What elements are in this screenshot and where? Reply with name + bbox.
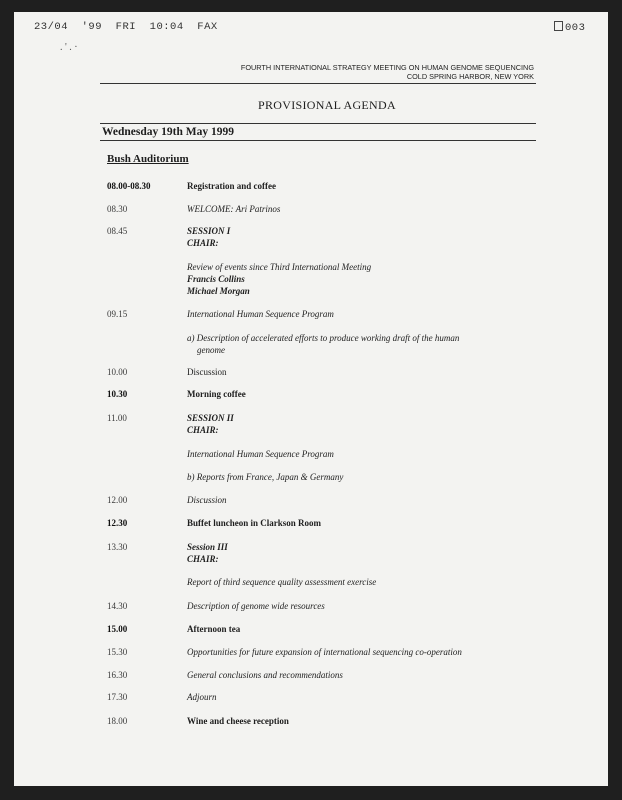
fax-day: FRI [115,21,137,33]
session-chair: CHAIR: [187,238,219,248]
agenda-time: 08.45 [107,226,128,236]
agenda-time: 14.30 [107,601,128,611]
speaker: Michael Morgan [187,286,250,296]
agenda-topic: Report of third sequence quality assessment exercise [187,577,377,587]
agenda-topic: International Human Sequence Program [187,309,334,319]
header-rule [100,83,536,84]
agenda-topic: Review of events since Third International Meeting [187,262,372,272]
venue: Bush Auditorium [107,153,189,165]
agenda-time: 15.00 [107,624,128,634]
session-title: Session III [187,542,228,552]
date-rule-top [100,123,536,124]
fax-time: 10:04 [149,21,184,33]
agenda-item: WELCOME: Ari Patrinos [187,204,281,214]
meeting-location: COLD SPRING HARBOR, NEW YORK [406,72,534,81]
agenda-time: 12.00 [107,495,128,505]
agenda-time: 15.30 [107,647,128,657]
fax-page-number [554,21,585,34]
fax-page-label: 003 [565,22,586,34]
agenda-item: Description of genome wide resources [187,601,325,611]
fax-date: 23/04 [34,21,69,33]
agenda-subitem: a) Description of accelerated efforts to produce working draft of the human [187,333,460,343]
agenda-time: 10.00 [107,367,128,377]
agenda-item: Morning coffee [187,389,246,399]
agenda-topic: International Human Sequence Program [187,449,334,459]
agenda-item: Discussion [187,367,227,377]
agenda-time: 09.15 [107,309,128,319]
agenda-time: 08.00-08.30 [107,181,151,191]
agenda-subitem: b) Reports from France, Japan & Germany [187,472,344,482]
agenda-item: Registration and coffee [187,181,276,191]
agenda-subitem-cont: genome [197,345,225,355]
fax-header [34,21,218,33]
agenda-item: Adjourn [187,692,217,702]
agenda-time: 08.30 [107,204,128,214]
page-title: PROVISIONAL AGENDA [258,98,396,112]
agenda-time: 13.30 [107,542,128,552]
agenda-item: General conclusions and recommendations [187,670,343,680]
agenda-item: Wine and cheese reception [187,716,289,726]
agenda-time: 10.30 [107,389,128,399]
agenda-time: 12.30 [107,518,128,528]
agenda-item: Afternoon tea [187,624,241,634]
fax-year: '99 [81,21,103,33]
speaker: Francis Collins [187,274,245,284]
session-title: SESSION I [187,226,231,236]
session-title: SESSION II [187,413,234,423]
agenda-item: Opportunities for future expansion of international sequencing co-operation [187,647,462,657]
scan-speckles: . ' . · [60,42,78,53]
date-rule-bottom [100,140,536,141]
fax-page [14,12,608,786]
agenda-time: 11.00 [107,413,127,423]
agenda-item: Discussion [187,495,227,505]
meeting-date: Wednesday 19th May 1999 [102,126,234,138]
agenda-time: 18.00 [107,716,128,726]
meeting-title: FOURTH INTERNATIONAL STRATEGY MEETING ON HUMAN GENOME SEQUENCING [240,63,534,72]
session-chair: CHAIR: [187,425,219,435]
fax-type: FAX [197,21,218,33]
page-icon [554,21,563,31]
session-chair: CHAIR: [187,554,219,564]
agenda-time: 16.30 [107,670,128,680]
agenda-time: 17.30 [107,692,128,702]
agenda-item: Buffet luncheon in Clarkson Room [187,518,322,528]
